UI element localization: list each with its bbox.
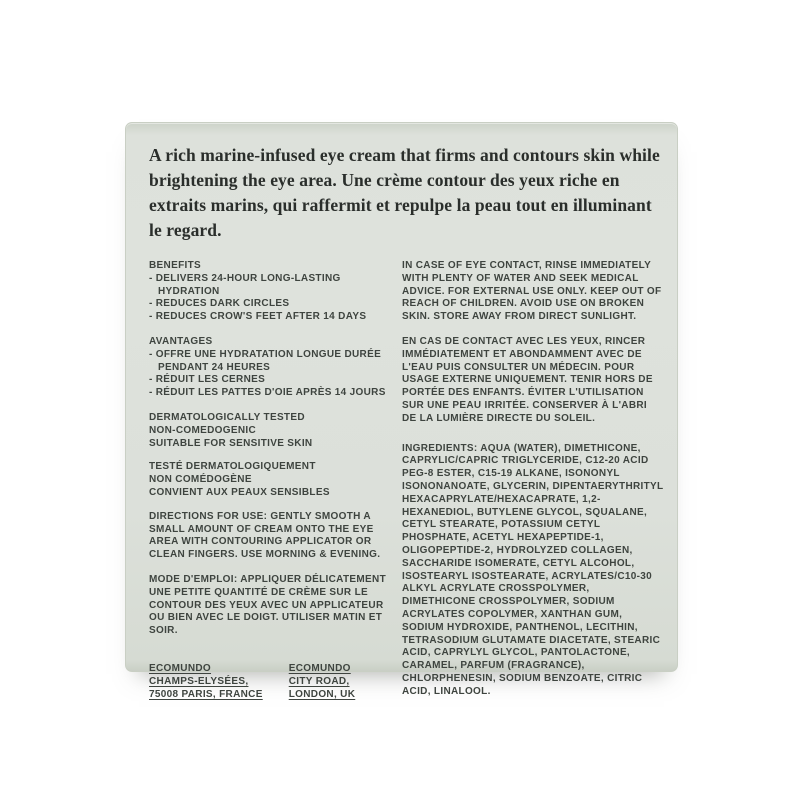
address-line: LONDON, UK xyxy=(288,688,356,700)
address-line: 75008 PARIS, FRANCE xyxy=(149,688,263,700)
avantage-item: - OFFRE UNE HYDRATATION LONGUE DURÉE PENDANT 24 HEURES xyxy=(149,349,387,375)
claims-fr-section xyxy=(149,461,387,499)
claims-en-section xyxy=(149,412,387,450)
directions-en-paragraph: DIRECTIONS FOR USE: GENTLY SMOOTH A SMALL AMOUNT OF CREAM ONTO THE EYE AREA WITH CONTOURING APPLICATOR OR CLEAN FINGERS. USE MORNING & EVENING. xyxy=(149,510,381,561)
address-line: CHAMPS-ELYSÉES, xyxy=(149,675,249,687)
avantages-section xyxy=(149,336,387,400)
benefit-item: - DELIVERS 24-HOUR LONG-LASTING HYDRATION xyxy=(149,273,387,299)
benefits-title: BENEFITS xyxy=(149,260,202,271)
claim-line: CONVIENT AUX PEAUX SENSIBLES xyxy=(149,486,330,498)
warning-fr-paragraph: EN CAS DE CONTACT AVEC LES YEUX, RINCER IMMÉDIATEMENT ET ABONDAMMENT AVEC DE L'EAU PUIS CONSULTER UN MÉDECIN. POUR USAGE EXTERNE UNIQUEMENT. TENIR HORS DE PORTÉE DES ENFANTS. ÉVITER L'UTILISATION SUR UNE PEAU IRRITÉE. CONSERVER À L'ABRI DE LA LUMIÈRE DIRECTE DU SOLEIL. xyxy=(402,335,653,424)
address-london xyxy=(289,663,356,701)
claim-line: NON-COMEDOGENIC xyxy=(149,424,257,436)
avantage-item: - RÉDUIT LES PATTES D'OIE APRÈS 14 JOURS xyxy=(149,387,387,400)
directions-fr-paragraph: MODE D'EMPLOI: APPLIQUER DÉLICATEMENT UNE PETITE QUANTITÉ DE CRÈME SUR LE CONTOUR DES YEUX AVEC UN APPLICATEUR OU BIEN AVEC LE DOIGT. UTILISER MATIN ET SOIR. xyxy=(149,573,386,637)
avantage-item: - RÉDUIT LES CERNES xyxy=(149,374,387,387)
ingredients-paragraph: INGREDIENTS: AQUA (WATER), DIMETHICONE, CAPRYLIC/CAPRIC TRIGLYCERIDE, C12-20 ACID PEG-8 ESTER, C15-19 ALKANE, ISONONYL ISONONANOATE, GLYCERIN, DIPENTAERYTHRITYL HEXACAPRYLATE/HEXACAPRATE, 1,2-HEXANEDIOL, BUTYLENE GLYCOL, SQUALANE, CETYL STEARATE, POTASSIUM CETYL PHOSPHATE, ACETYL HEXAPEPTIDE-1, OLIGOPEPTIDE-2, HYDROLYZED COLLAGEN, SACCHARIDE ISOMERATE, CETYL ALCOHOL, ISOSTEARYL ISOSTEARATE, ACRYLATES/C10-30 ALKYL ACRYLATE CROSSPOLYMER, DIMETHICONE CROSSPOLYMER, SODIUM ACRYLATES COPOLYMER, XANTHAN GUM, SODIUM HYDROXIDE, PANTHENOL, LECITHIN, TETRASODIUM GLUTAMATE DIACETATE, STEARIC ACID, CAPRYLYL GLYCOL, PANTOLACTONE, CARAMEL, PARFUM (FRAGRANCE), CHLORPHENESIN, SODIUM BENZOATE, CITRIC ACID, LINALOOL. xyxy=(402,442,664,697)
claim-line: NON COMÉDOGÈNE xyxy=(149,474,252,486)
company-addresses xyxy=(149,663,387,701)
benefit-item: - REDUCES DARK CIRCLES xyxy=(149,298,387,311)
claim-line: SUITABLE FOR SENSITIVE SKIN xyxy=(149,437,313,449)
label-columns xyxy=(149,260,662,701)
right-column xyxy=(402,260,664,701)
product-description-headline: A rich marine-infused eye cream that firms and contours skin while brightening the eye area. Une crème contour des yeux riche en extraits marins, qui raffermit et repulpe la peau tout en illuminant le regard. xyxy=(149,145,660,240)
packaging-box-back-panel xyxy=(125,122,678,700)
address-line: ECOMUNDO xyxy=(288,662,351,674)
left-column xyxy=(149,260,387,701)
benefit-item: - REDUCES CROW'S FEET AFTER 14 DAYS xyxy=(149,311,387,324)
address-line: CITY ROAD, xyxy=(288,675,350,687)
benefits-section xyxy=(149,260,387,324)
avantages-title: AVANTAGES xyxy=(149,335,213,347)
address-line: ECOMUNDO xyxy=(149,662,212,674)
warning-en-paragraph: IN CASE OF EYE CONTACT, RINSE IMMEDIATELY WITH PLENTY OF WATER AND SEEK MEDICAL ADVICE. FOR EXTERNAL USE ONLY. KEEP OUT OF REACH OF CHILDREN. AVOID USE ON BROKEN SKIN. STORE AWAY FROM DIRECT SUNLIGHT. xyxy=(402,260,662,323)
claim-line: TESTÉ DERMATOLOGIQUEMENT xyxy=(149,461,316,473)
claim-line: DERMATOLOGICALLY TESTED xyxy=(149,411,305,423)
label-panel xyxy=(126,123,677,700)
address-paris xyxy=(149,663,263,701)
